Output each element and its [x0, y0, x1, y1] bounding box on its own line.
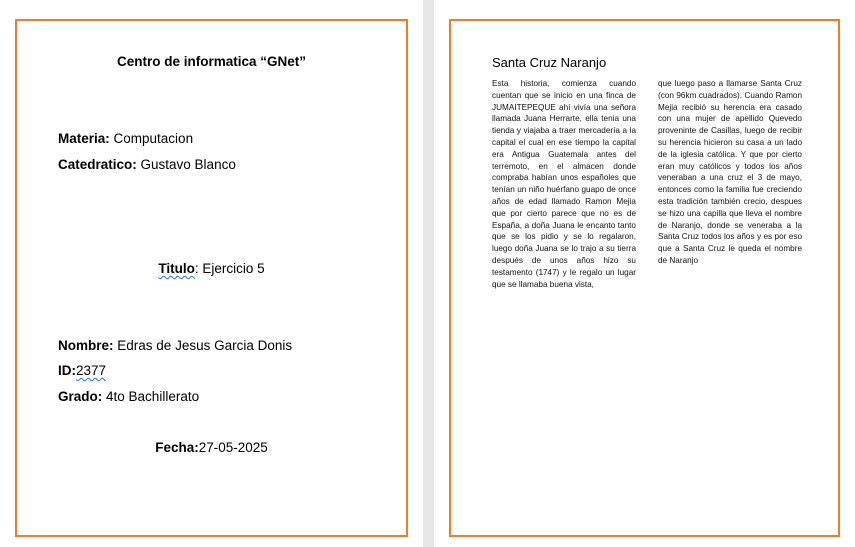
fecha-value: 27-05-2025	[198, 440, 268, 455]
grado-value: 4to Bachillerato	[106, 389, 200, 404]
story-title: Santa Cruz Naranjo	[492, 55, 607, 70]
story-column-right: que luego paso a llamarse Santa Cruz (con 96km cuadrados). Cuando Ramon Mejia recibió su herencia era casado con una mujer de apellido Quevedo proveninte de Casillas, luego de recibir su herencia hicieron su casa a un lado de la iglesia católica. Y que por cierto eran muy católicos y todos los años veneraban a una cruz el 3 de mayo, entonces como la familia fue creciendo esta tradición también crecio, despues se hizo una capilla que lleva el nombre de Naranjo, donde se veneraba a la Santa Cruz todos los años y es por eso que a Santa Cruz le queda el nombre de Naranjo	[658, 79, 802, 265]
page-border	[15, 19, 408, 537]
catedratico-line	[58, 157, 236, 172]
id-line	[58, 363, 106, 378]
grado-line	[58, 389, 199, 404]
nombre-line	[58, 338, 292, 353]
center-title-text: Centro de informatica “GNet”	[116, 54, 307, 69]
titulo-value: : Ejercicio 5	[194, 261, 265, 276]
id-value: 2377	[76, 363, 107, 378]
cover-page	[0, 0, 423, 547]
center-title	[0, 54, 423, 69]
nombre-value: Edras de Jesus Garcia Donis	[117, 338, 293, 353]
id-label: ID:	[58, 363, 76, 378]
story-page	[434, 0, 855, 547]
fecha-label: Fecha:	[155, 440, 199, 455]
titulo-line	[0, 261, 423, 276]
fecha-line	[0, 440, 423, 455]
materia-value: Computacion	[113, 131, 194, 146]
grado-label: Grado:	[58, 389, 103, 404]
catedratico-value: Gustavo Blanco	[140, 157, 236, 172]
catedratico-label: Catedratico:	[58, 157, 137, 172]
titulo-label: Titulo	[158, 261, 195, 276]
materia-label: Materia:	[58, 131, 110, 146]
materia-line	[58, 131, 193, 146]
nombre-label: Nombre:	[58, 338, 114, 353]
story-column-left: Esta historia, comienza cuando cuentan que se inicio en una finca de JUMAITEPEQUE ahí vivía una señora llamada Juana Herrarte, ella tenia una tienda y viajaba a traer mercadería a la capital el cual en ese tiempo la capital era Antigua Guatemala antes del terremoto, en el almacen donde compraba habían unos españoles que tenían un niño huérfano guapo de once años de edad llamado Ramon Mejia que por cierto parece que no es de España, a doña Juana le encanto tanto que se los pidio y se lo regalaron, luego doña Juana se lo trajo a su tierra después de unos años hizo su testamento (1747) y le regalo un lugar que se llamaba buena vista,	[492, 79, 636, 289]
